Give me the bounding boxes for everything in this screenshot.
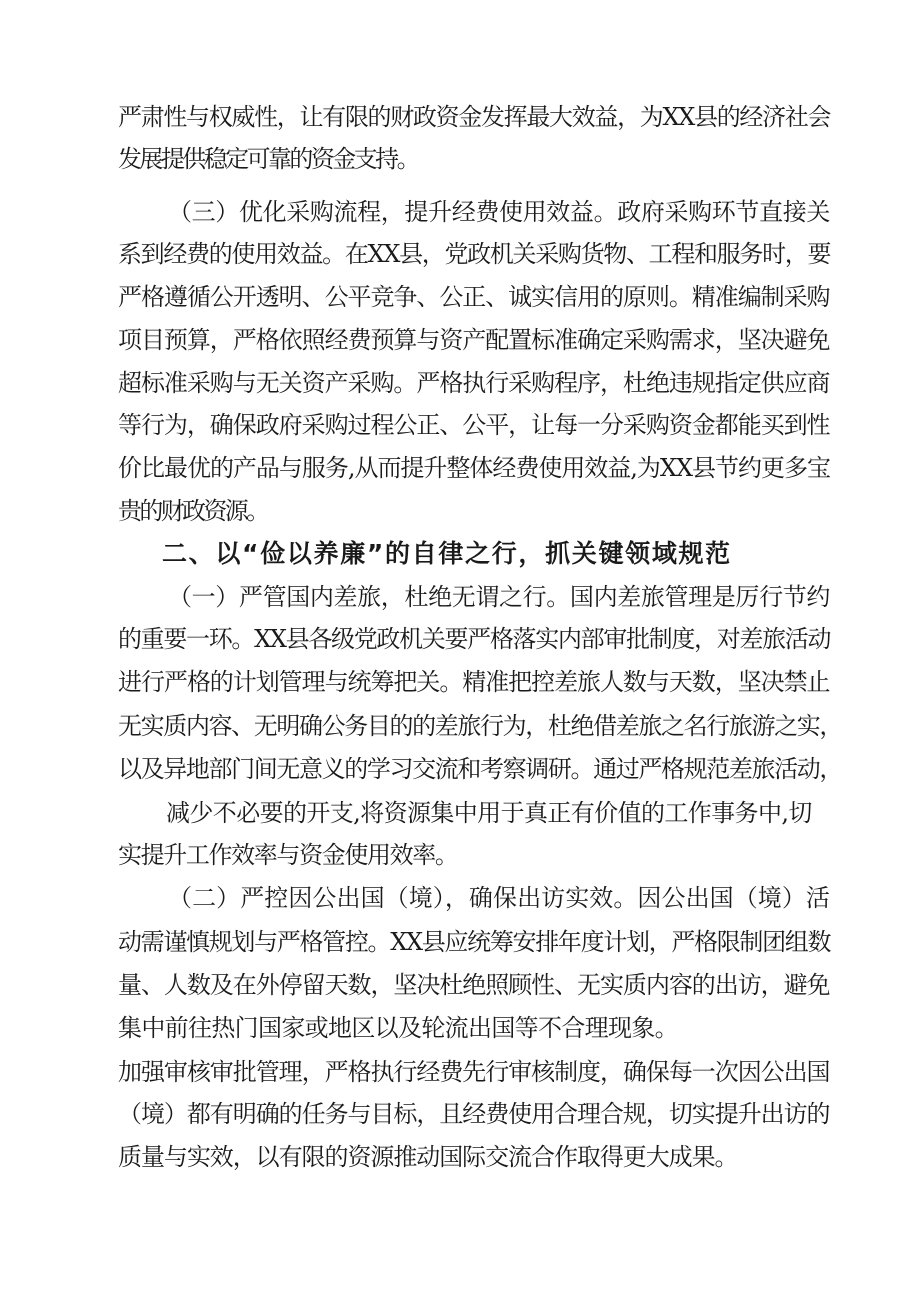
text-line: 量、人数及在外停留天数，坚决杜绝照顾性、无实质内容的出访，避免	[118, 971, 830, 999]
text-line: 的重要一环。XX县各级党政机关要严格落实内部审批制度，对差旅活动	[118, 625, 831, 653]
text-line: 以及异地部门间无意义的学习交流和考察调研。通过严格规范差旅活动，	[118, 755, 842, 783]
text-line: 进行严格的计划管理与统筹把关。精准把控差旅人数与天数，坚决禁止	[118, 668, 830, 696]
text-line: （境）都有明确的任务与目标，且经费使用合理合规，切实提升出访的	[118, 1100, 830, 1128]
text-line: 价比最优的产品与服务,从而提升整体经费使用效益,为XX县节约更多宝	[118, 454, 830, 482]
text-line: 项目预算，严格依照经费预算与资产配置标准确定采购需求，坚决避免	[118, 326, 830, 354]
paragraph-one-start: （一）严管国内差旅，杜绝无谓之行。国内差旅管理是厉行节约	[168, 583, 830, 611]
text-line: 实提升工作效率与资金使用效率。	[118, 841, 458, 869]
text-line: 无实质内容、无明确公务目的的差旅行为，杜绝借差旅之名行旅游之实，	[118, 712, 842, 740]
text-line: 集中前往热门国家或地区以及轮流出国等不合理现象。	[118, 1014, 678, 1042]
paragraph-two-start: （二）严控因公出国（境），确保出访实效。因公出国（境）活	[168, 884, 830, 912]
text-line: 质量与实效，以有限的资源推动国际交流合作取得更大成果。	[118, 1143, 738, 1171]
text-line: 系到经费的使用效益。在XX县，党政机关采购货物、工程和服务时，要	[118, 240, 831, 268]
text-line: 发展提供稳定可靠的资金支持。	[118, 145, 418, 173]
text-line: 贵的财政资源。	[118, 497, 268, 525]
text-line: 加强审核审批管理，严格执行经费先行审核制度，确保每一次因公出国	[118, 1058, 830, 1086]
text-line: 超标准采购与无关资产采购。严格执行采购程序，杜绝违规指定供应商	[118, 369, 830, 397]
text-line: 严格遵循公开透明、公平竞争、公正、诚实信用的原则。精准编制采购	[118, 283, 830, 311]
text-line: 严肃性与权威性，让有限的财政资金发挥最大效益，为XX县的经济社会	[118, 103, 831, 131]
paragraph-three-start: （三）优化采购流程，提升经费使用效益。政府采购环节直接关	[168, 198, 830, 226]
section-heading: 二、以“俭以养廉”的自律之行，抓关键领域规范	[162, 539, 732, 568]
text-line: 动需谨慎规划与严格管控。XX县应统筹安排年度计划，严格限制团组数	[118, 928, 831, 956]
text-line: 减少不必要的开支,将资源集中用于真正有价值的工作事务中,切	[166, 799, 812, 827]
text-line: 等行为，确保政府采购过程公正、公平，让每一分采购资金都能买到性	[118, 411, 830, 439]
